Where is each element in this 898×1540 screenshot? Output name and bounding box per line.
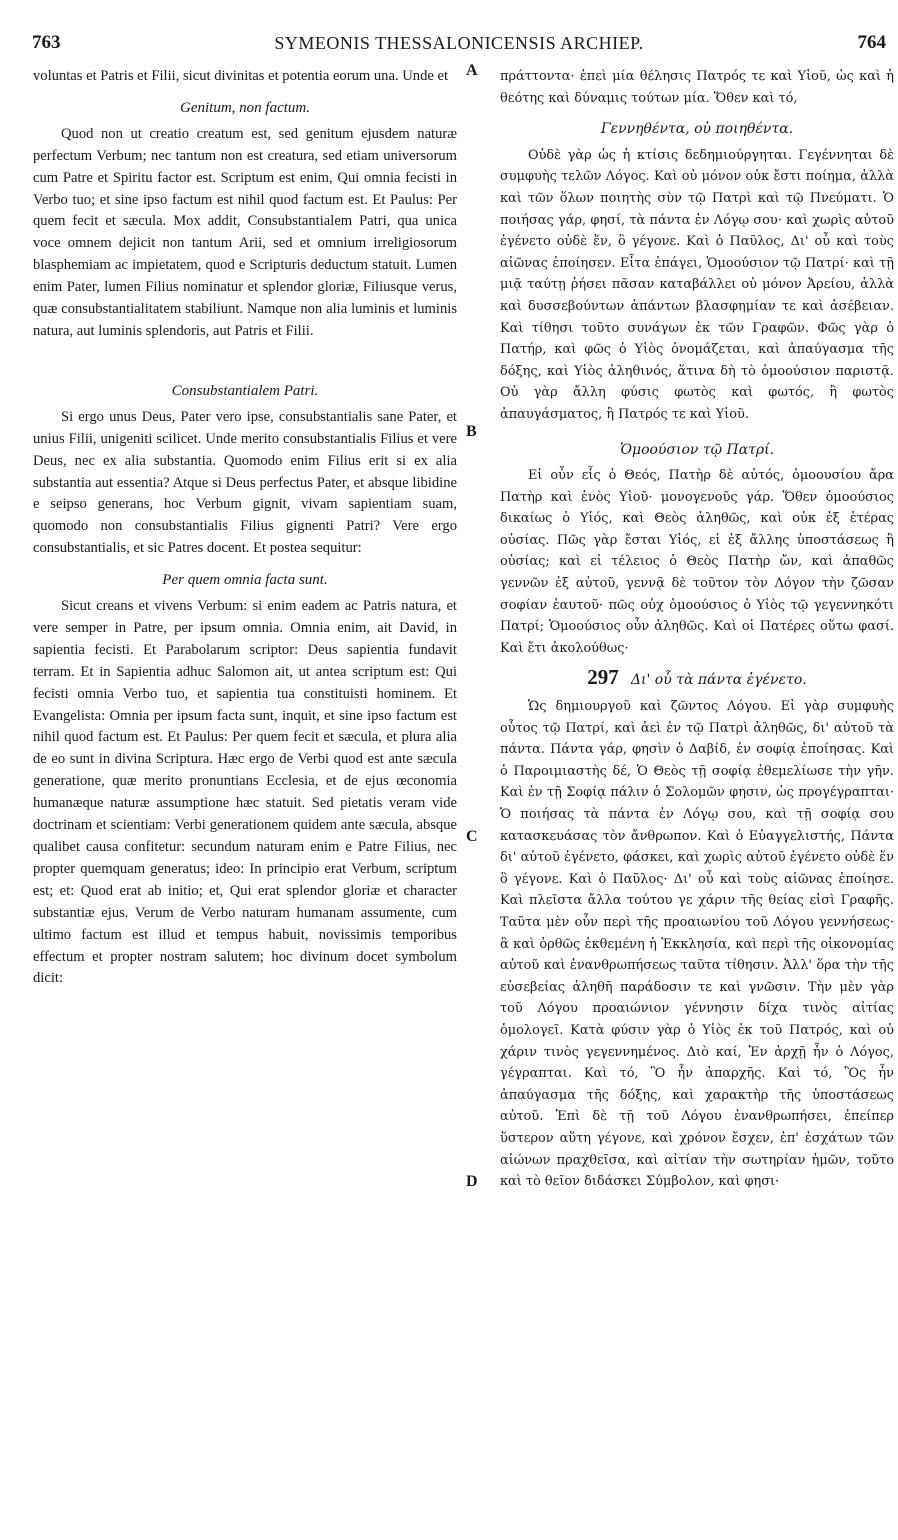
margin-letter-d: D: [466, 1173, 478, 1190]
greek-heading-block: [500, 667, 894, 692]
greek-paragraph-homoousion: Εἰ οὖν εἷς ὁ Θεός, Πατὴρ δὲ αὐτός, ὁμοουσίου ἄρα Πατὴρ καὶ ἑνὸς Υἱοῦ· μονογενοῦς γάρ. Ὅθεν ὁμοούσιος δικαίως ὁ Υἱός, καὶ Θεὸς ἀληθῶς, καὶ οὐκ ἐξ ἑτέρας οὐσίας. Πῶς γὰρ ἔσται Υἱός, εἰ ἐξ ἄλλης ὑποστάσεως ἢ οὐσίας; καὶ εἰ τέλειος ὁ Θεὸς Πατὴρ ὤν, καὶ ἀπαθῶς γεννῶν ἐξ αὐτοῦ, γεννᾷ δὲ τοῦτον τὸν Λόγον τὴν ζῶσαν σοφίαν ἑαυτοῦ· πῶς οὐχ ὁμοούσιος ὁ Υἱὸς τῷ γεγεννηκότι Πατρί; Ὁμοούσιος οὖν ἀληθῶς. Καὶ οἱ Πατέρες οὕτω φασί. Καὶ ἔτι ἀκολούθως·: [500, 468, 894, 656]
latin-column: [33, 66, 457, 990]
latin-paragraph-per-quem: Sicut creans et vivens Verbum: si enim eadem ac Patris natura, et vere semper in Patre, per ipsum omnia. Omnia enim, ait David, in sapientia fecisti. Et Parabolarum scriptor: Deus sapientia fundavit terram. Et in Sapientia adhuc Salomon ait, ut antea scriptum est: Qui fecisti omnia Verbo tuo, et sapientia tua constituisti hominem. Et Evangelista: Omnia per ipsum facta sunt, inquit, et sine ipso factum est nihil quod factum est. Et Paulus: Per quem fecit et sæcula, et plura alia de eo sunt in divina Scriptura. Hæc ergo de Verbi quod est ante sæcula generatione, quæ merito pronuntians Ecclesia, et de ejus œconomia humanæque naturæ assumptione hæc statuit. Sed pietatis veram vide doctrinam et scientiam: Verbi generationem quidem ante sæcula, absque qualibet causa confitetur: secundum naturam enim e Patre Filius, nec propter quemquam generatus; ideo: In principio erat Verbum, scriptum est; et: Quod erat ab initio; et, Qui erat splendor gloriæ et character substantiæ ejus. Verum de Verbo naturam humanam assumente, cum ultimo factum est illud et tempus habuit, novissimis temporibus effectum et propter nostram salutem; hoc divinum docet symbolum dicit:: [33, 598, 457, 987]
page-number-right: 764: [857, 32, 886, 53]
running-head: [30, 24, 888, 58]
greek-paragraph-gennethenta: Οὐδὲ γὰρ ὡς ἡ κτίσις δεδημιούργηται. Γεγέννηται δὲ συμφυὴς τελῶν Λόγος. Καὶ οὐ μόνον οὐκ ἔστι ποίημα, ἀλλὰ καὶ τῶν ὅλων ποιητὴς σὺν τῷ Πατρὶ καὶ τῷ Πνεύματι. Ὁ ποιήσας γάρ, φησί, τὰ πάντα ἐν Λόγῳ σου· καὶ χωρὶς αὐτοῦ ἐγένετο οὐδὲ ἕν, ὃ γέγονε. Καὶ ὁ Παῦλος, Δι' οὗ καὶ τοὺς αἰῶνας ἐποίησεν. Εἶτα ἐπάγει, Ὁμοούσιον τῷ Πατρί· καὶ τῇ μιᾷ ταύτῃ ῥήσει πᾶσαν καταβάλλει οὐ μόνον Ἀρείου, ἀλλὰ καὶ δυσσεβούντων ἁπάντων βλασφημίαν τε καὶ ἀσέβειαν. Καὶ τίθησι τοῦτο συνάγων ἐκ τῶν Γραφῶν. Φῶς γὰρ ὁ Πατήρ, καὶ φῶς ὁ Υἱὸς ὀνομάζεται, καὶ ἀπαύγασμα τῆς δόξης, καὶ Υἱὸς ἀληθινός, ἅτινα δὴ τὸ ὁμοούσιον παριστᾷ. Οὐ γὰρ ἄλλη φύσις φωτὸς καὶ φωτός, ἢ φωτὸς ἀπαυγάσματος, ἢ Πατρός τε καὶ Υἱοῦ.: [500, 147, 894, 422]
greek-heading-gennethenta: Γεννηθέντα, οὐ ποιηθέντα.: [600, 121, 794, 138]
margin-letter-a: A: [466, 62, 478, 79]
margin-letter-b: B: [466, 423, 477, 440]
greek-column: [500, 66, 894, 1193]
greek-paragraph-intro: πράττοντα· ἐπεὶ μία θέλησις Πατρός τε καὶ Υἱοῦ, ὡς καὶ ἡ θεότης καὶ δύναμις τούτων μία. Ὅθεν καὶ τό,: [500, 69, 894, 106]
latin-paragraph-intro: voluntas et Patris et Filii, sicut divinitas et potentia eorum una. Unde et: [33, 68, 449, 84]
greek-heading-homoousion: Ὁμοούσιον τῷ Πατρί.: [619, 441, 775, 458]
latin-paragraph-consubstantialem: Si ergo unus Deus, Pater vero ipse, consubstantialis sane Pater, et unius Filii, unigeniti scilicet. Unde merito consubstantialis Filius et vere Deus, nec ex alia substantia. Quomodo enim Filius erit si ex alia substantia aut essentia? Atque si Deus perfectus Pater, et absque libidine e seipso generans, hoc Verbum gignit, vivam sapientiam suam, quomodo non consubstantialis Filius gignenti Patri? Vere ergo consubstantialis, et sic Patres docent. Et postea sequitur:: [33, 408, 457, 557]
running-title: SYMEONIS THESSALONICENSIS ARCHIEP.: [274, 33, 644, 53]
latin-paragraph-genitum: Quod non ut creatio creatum est, sed genitum ejusdem naturæ perfectum Verbum; nec tantum non est creatura, sed etiam universorum cum Patre et Spiritu factor est. Scriptum est enim, Qui omnia fecisti in Verbo tuo; et sine ipso factum est nihil quod factum est. Et Paulus: Per quem fecit et sæcula. Mox addit, Consubstantialem Patri, qua unica voce omnem dejicit non tantum Arii, sed et omnium irreligiosorum blasphemiam ac impietatem, quod e Scripturis deductum statuit. Lumen enim Pater, lumen Filius nominatur et splendor gloriæ, Filiusque verus, quæ consubstantialitatem stabiliunt. Namque non alia luminis et luminis natura, aut luminis splendoris, aut Patris et Filii.: [33, 125, 457, 339]
page-number-left: 763: [32, 32, 61, 53]
column-number: 297: [587, 665, 619, 690]
greek-paragraph-di-hou: Ὡς δημιουργοῦ καὶ ζῶντος Λόγου. Εἰ γὰρ συμφυὴς οὗτος τῷ Πατρί, καὶ ἀεὶ ἐν τῷ Πατρὶ ἀληθῶς, δι' αὐτοῦ τὰ πάντα. Πάντα γάρ, φησὶν ὁ Δαβίδ, ἐν σοφίᾳ ἐποίησας. Καὶ ὁ Παροιμιαστὴς δέ, Ὁ Θεὸς τῇ σοφίᾳ ἐθεμελίωσε τὴν γῆν. Καὶ ἐν τῇ Σοφίᾳ πάλιν ὁ Σολομῶν φησιν, ὡς προγέγραπται· Ὁ ποιήσας τὰ πάντα ἐν Λόγῳ σου, καὶ τῇ σοφίᾳ σου κατασκευάσας τὸν ἄνθρωπον. Καὶ ὁ Εὐαγγελιστής, Πάντα δι' αὐτοῦ ἐγένετο, φάσκει, καὶ χωρὶς αὐτοῦ ἐγένετο οὐδὲ ἕν ὃ γέγονε. Καὶ ὁ Παῦλος· Δι' οὗ καὶ τοὺς αἰῶνας ἐποίησε. Καὶ πλεῖστα ἄλλα τούτου γε χάριν τῆς θείας εἰσὶ Γραφῆς. Ταῦτα μὲν οὖν περὶ τῆς προαιωνίου τοῦ Λόγου γεννήσεως· ἃ καὶ ὀρθῶς ἐκθεμένη ἡ Ἐκκλησία, καὶ περὶ τῆς οἰκονομίας αὐτοῦ καὶ ἐνανθρωπήσεως ταῦτα τίθησιν. Ἀλλ' ὅρα τὴν τῆς εὐσεβείας ἀληθῆ παράδοσιν τε καὶ γνῶσιν. Τὴν μὲν γὰρ τοῦ Λόγου προαιώνιον γέννησιν δίχα τινὸς αἰτίας ὁμολογεῖ. Κατὰ φύσιν γὰρ ὁ Υἱὸς ἐκ τοῦ Πατρός, καὶ οὐ χάριν τινὸς γεγεννημένος. Διὸ καί, Ἐν ἀρχῇ ἦν ὁ Λόγος, γέγραπται. Καὶ τό, Ὃ ἦν ἀπαρχῆς. Καὶ τό, Ὃς ἦν ἀπαύγασμα τῆς δόξης, καὶ χαρακτὴρ τῆς ὑποστάσεως αὐτοῦ. Ἐπὶ δὲ τῇ τοῦ Λόγου ἐνανθρωπήσει, ἐπείπερ ὕστερον αὕτη γέγονε, καὶ χρόνον ἔσχεν, ἐπ' ἐσχάτων τῶν αἰώνων πραχθεῖσα, καὶ αἰτίαν τὴν σωτηρίαν ἡμῶν, τοῦτο καὶ τὸ θεῖον διδάσκει Σύμβολον, καὶ φησι·: [500, 699, 894, 1190]
margin-letter-c: C: [466, 828, 478, 845]
latin-heading-per-quem: Per quem omnia facta sunt.: [162, 572, 328, 589]
greek-heading-di-hou: Δι' οὗ τὰ πάντα ἐγένετο.: [630, 672, 807, 689]
latin-heading-genitum: Genitum, non factum.: [180, 99, 310, 116]
latin-heading-consubstantialem: Consubstantialem Patri.: [171, 382, 319, 399]
